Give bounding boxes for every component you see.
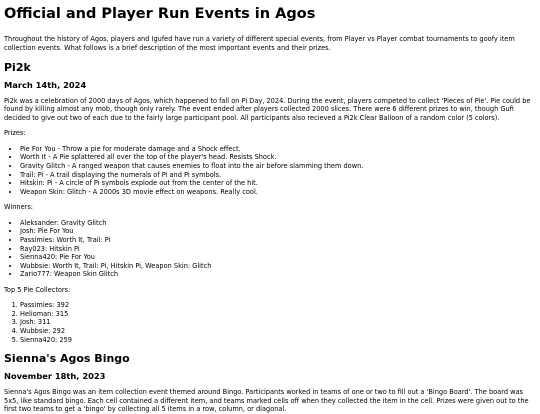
list-item: • Gravity Glitch - A ranged weapon that causes enemies to float into the air before slamming them down. [20, 162, 536, 171]
list-item: • Weapon Skin: Glitch - A 2000s 3D movie effect on weapons. Really cool. [20, 188, 536, 197]
list-item: • Zario777: Weapon Skin Glitch [20, 270, 536, 279]
event-description: Sienna's Agos Bingo was an item collection event themed around Bingo. Participants worked in teams of one or two to fill out a 'Bingo Board'. The board was 5x5, like standard bingo. Each cell contained a different item, and teams marked cells off when they collected the item in the cell. Prizes were given out to the first two teams to get a 'bingo' by collecting all 5 items in a row, column, or diagonal. [4, 388, 529, 414]
list-item: 3. Josh: 311 [20, 318, 536, 327]
list-item: • Hitskin: Pi - A circle of Pi symbols explode out from the center of the hit. [20, 179, 536, 188]
winners-heading: Winners: [4, 203, 33, 212]
list-item: • Worth It - A Pie splattered all over the top of the player's head. Resists Shock. [20, 153, 536, 162]
event-heading: Sienna's Agos Bingo [4, 352, 130, 366]
list-item: 5. Sienna420: 259 [20, 336, 536, 345]
event-heading: Pi2k [4, 60, 31, 74]
list-item: • Aleksander: Gravity Glitch [20, 219, 536, 228]
list-item: • Sienna420: Pie For You [20, 253, 536, 262]
list-item: • Trail: Pi - A trail displaying the numerals of Pi and Pi symbols. [20, 171, 536, 180]
list-item: • Passimies: Worth It, Trail: Pi [20, 236, 536, 245]
list-item: • Pie For You - Throw a pie for moderate damage and a Shock effect. [20, 145, 536, 154]
list-item: 4. Wubbsie: 292 [20, 327, 536, 336]
prizes-heading: Prizes: [4, 129, 26, 138]
list-item: • Josh: Pie For You [20, 227, 536, 236]
prizes-list [4, 145, 536, 196]
list-item: 1. Passimies: 392 [20, 301, 536, 310]
event-date: November 18th, 2023 [4, 371, 106, 382]
winners-list [4, 219, 536, 279]
list-item: 2. Helioman: 315 [20, 310, 536, 319]
intro-paragraph: Throughout the history of Agos, players and Igufed have run a variety of different special events, from Player vs Player combat tournaments to goofy item collection events. What follows is a brief description of the most important events and their prizes. [4, 35, 515, 52]
event-description: Pi2k was a celebration of 2000 days of Agos, which happened to fall on Pi Day, 2024. During the event, players competed to collect 'Pieces of Pie'. Pie could be found by killing almost any mob, though only rarely. The event ended after players collected 2000 slices. There were 6 different prizes to win, though Gufi decided to give out two of each due to the fairly large participant pool. All participants also recieved a Pi2k Clear Balloon of a random color (5 colors). [4, 96, 531, 122]
page-title: Official and Player Run Events in Agos [4, 6, 316, 22]
collectors-heading: Top 5 Pie Collectors: [4, 285, 71, 294]
event-date: March 14th, 2024 [4, 79, 87, 90]
list-item: • Wubbsie: Worth It, Trail: Pi, Hitskin Pi, Weapon Skin: Glitch [20, 262, 536, 271]
list-item: • Ray023: Hitskin Pi [20, 245, 536, 254]
event-pi2k [4, 61, 536, 345]
collectors-list [4, 301, 536, 344]
